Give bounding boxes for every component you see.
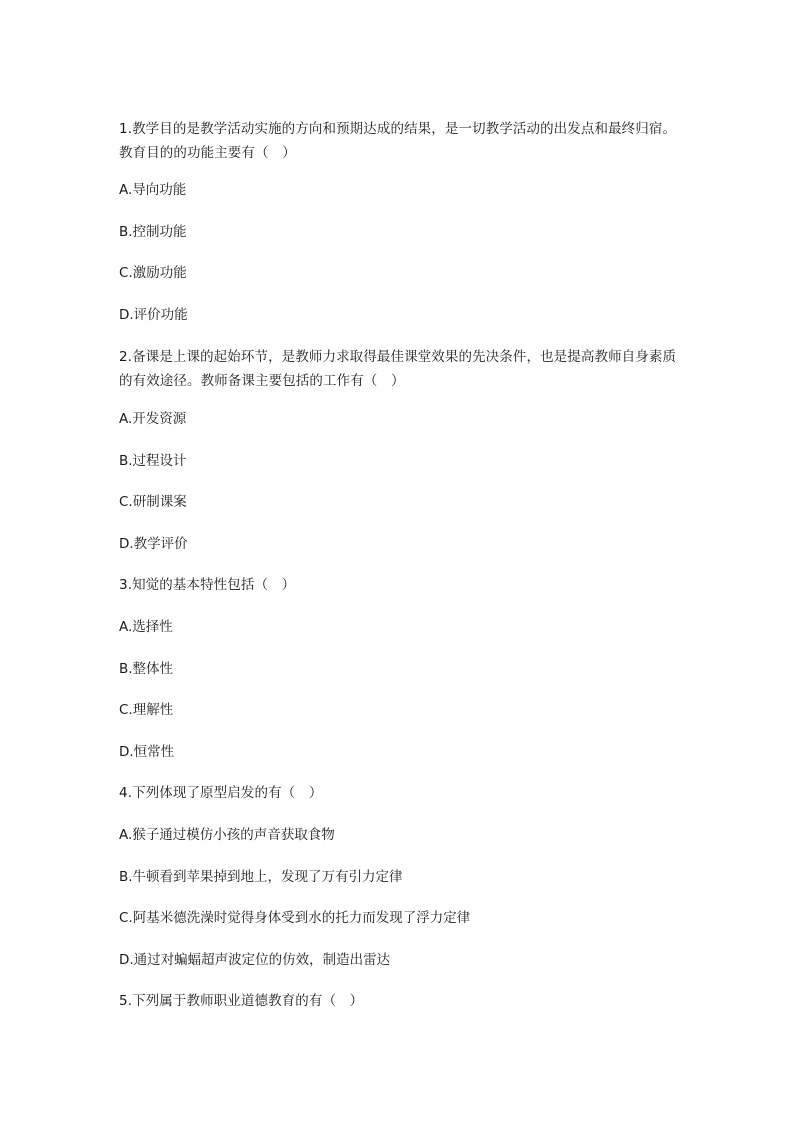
question-3-stem: 3.知觉的基本特性包括（ ） (119, 577, 296, 593)
question-2-stem: 2.备课是上课的起始环节，是教师力求取得最佳课堂效果的先决条件，也是提高教师自身素质的有效途径。教师备课主要包括的工作有（ ） (119, 349, 677, 389)
question-1-option-b: B.控制功能 (119, 224, 187, 240)
question-4-option-d: D.通过对蝙蝠超声波定位的仿效，制造出雷达 (119, 952, 391, 968)
question-4-option-b: B.牛顿看到苹果掉到地上，发现了万有引力定律 (119, 869, 403, 885)
question-4-stem: 4.下列体现了原型启发的有（ ） (119, 785, 323, 801)
question-3-option-d: D.恒常性 (119, 744, 175, 760)
question-3-option-c: C.理解性 (119, 702, 174, 718)
question-3-option-a: A.选择性 (119, 619, 173, 635)
question-1-option-a: A.导向功能 (119, 182, 187, 198)
question-1-option-c: C.激励功能 (119, 265, 187, 281)
question-1-stem: 1.教学目的是教学活动实施的方向和预期达成的结果，是一切教学活动的出发点和最终归宿。教育目的的功能主要有（ ） (119, 121, 677, 161)
question-5-stem: 5.下列属于教师职业道德教育的有（ ） (119, 993, 364, 1009)
question-4-option-a: A.猴子通过模仿小孩的声音获取食物 (119, 827, 335, 843)
question-1-option-d: D.评价功能 (119, 307, 188, 323)
question-2-option-d: D.教学评价 (119, 536, 188, 552)
question-2-option-a: A.开发资源 (119, 411, 187, 427)
question-2-option-c: C.研制课案 (119, 494, 187, 510)
question-4-option-c: C.阿基米德洗澡时觉得身体受到水的托力而发现了浮力定律 (119, 910, 471, 926)
question-3-option-b: B.整体性 (119, 661, 174, 677)
question-2-option-b: B.过程设计 (119, 453, 187, 469)
